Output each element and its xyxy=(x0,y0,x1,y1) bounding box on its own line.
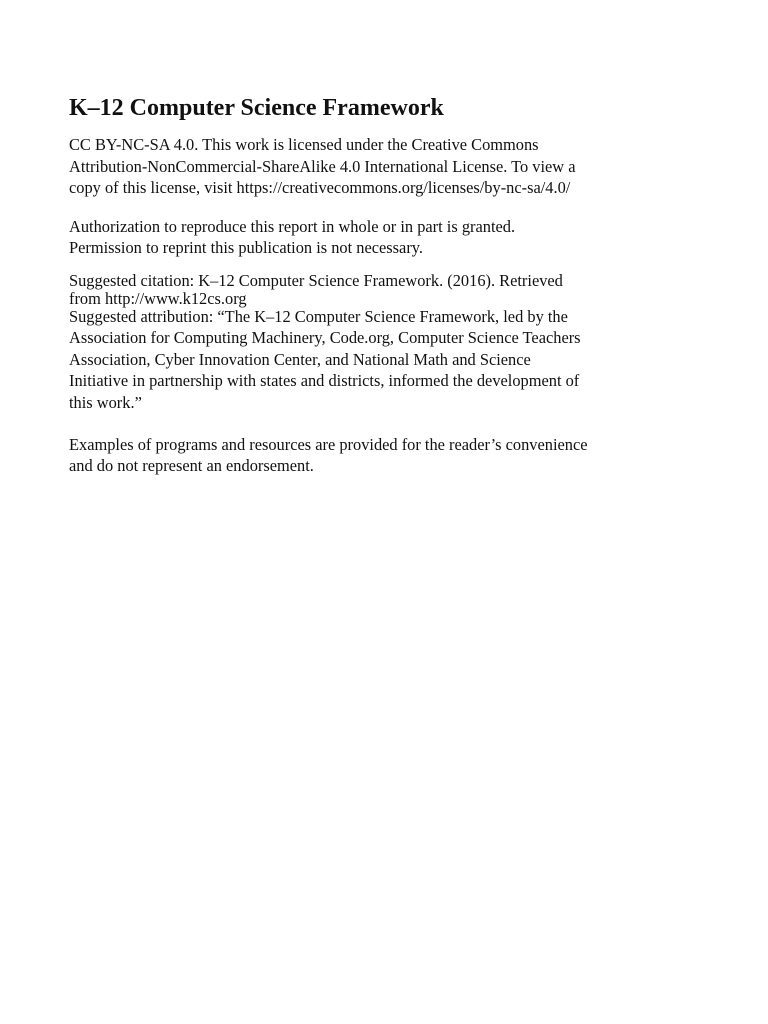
attribution-line: this work.” xyxy=(69,392,142,412)
document-page xyxy=(69,94,679,477)
disclaimer-paragraph xyxy=(69,434,679,477)
license-line: copy of this license, visit https://creativecommons.org/licenses/by-nc-sa/4.0/ xyxy=(69,178,571,198)
document-title: K–12 Computer Science Framework xyxy=(69,95,444,121)
attribution-line: Association, Cyber Innovation Center, and National Math and Science xyxy=(69,349,531,369)
license-line: CC BY-NC-SA 4.0. This work is licensed under the Creative Commons xyxy=(69,135,539,154)
attribution-line: Suggested attribution: “The K–12 Computer Science Framework, led by the xyxy=(69,306,568,326)
authorization-line: Authorization to reproduce this report in whole or in part is granted. xyxy=(69,216,516,236)
citation-line: from http://www.k12cs.org xyxy=(69,288,247,308)
attribution-paragraph xyxy=(69,306,679,414)
authorization-line: Permission to reprint this publication is not necessary. xyxy=(69,238,424,258)
attribution-line: Association for Computing Machinery, Code.org, Computer Science Teachers xyxy=(69,328,581,348)
license-line: Attribution-NonCommercial-ShareAlike 4.0 International License. To view a xyxy=(69,156,576,176)
attribution-line: Initiative in partnership with states and districts, informed the development of xyxy=(69,371,580,391)
citation-line: Suggested citation: K–12 Computer Science Framework. (2016). Retrieved xyxy=(69,270,563,290)
authorization-paragraph xyxy=(69,216,679,259)
disclaimer-line: and do not represent an endorsement. xyxy=(69,456,314,476)
citation-paragraph xyxy=(69,270,679,306)
license-paragraph xyxy=(69,134,679,199)
disclaimer-line: Examples of programs and resources are provided for the reader’s convenience xyxy=(69,434,588,454)
